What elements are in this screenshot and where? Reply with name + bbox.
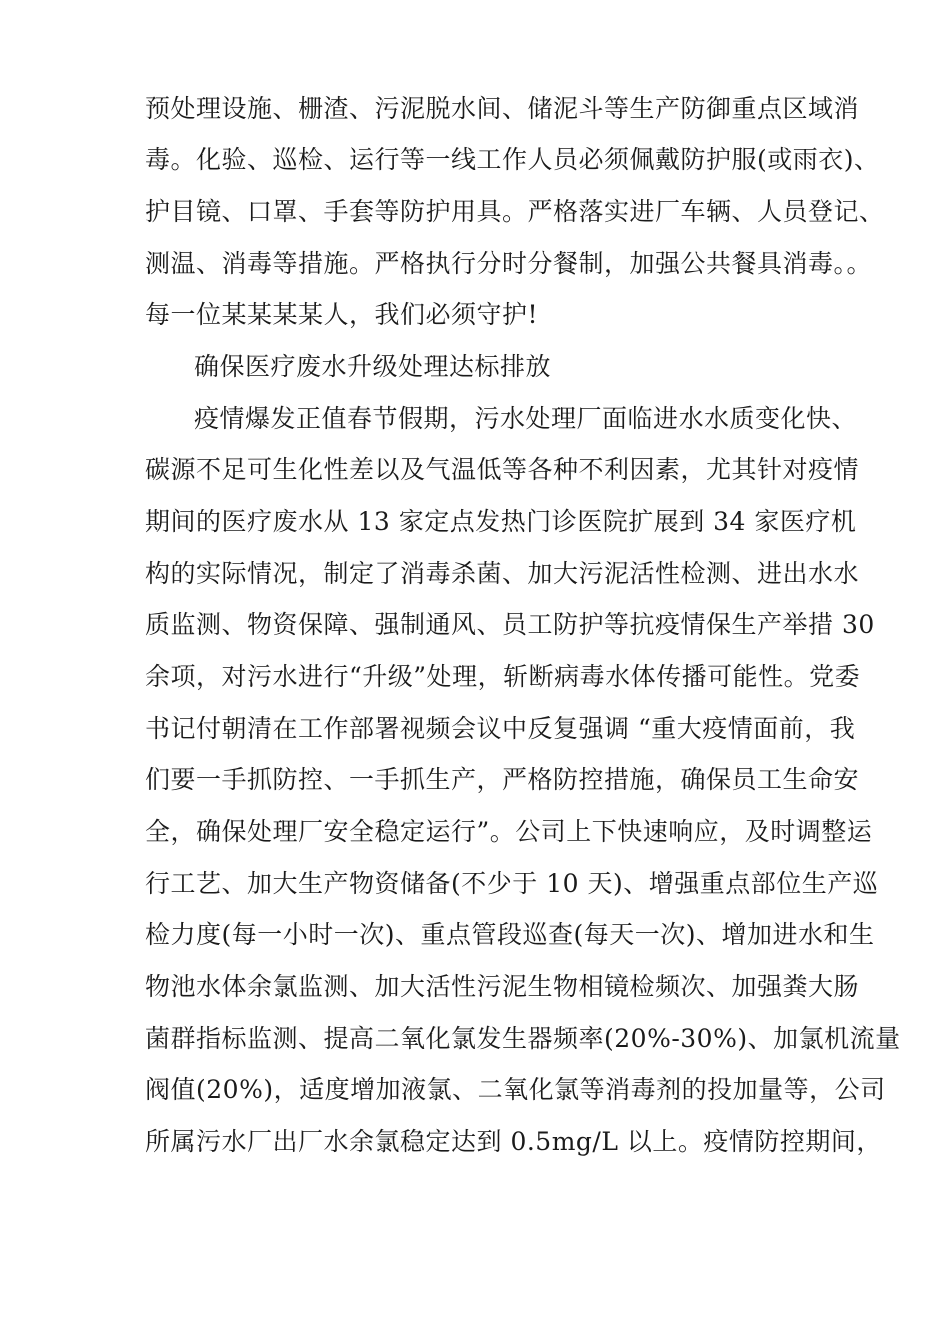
paragraph-line: 们要一手抓防控、一手抓生产，严格防控措施，确保员工生命安 xyxy=(145,765,860,794)
paragraph-line: 每一位某某某某人，我们必须守护! xyxy=(145,300,539,329)
paragraph-line: 预处理设施、栅渣、污泥脱水间、储泥斗等生产防御重点区域消 xyxy=(145,94,860,123)
paragraph-line: 余项，对污水进行“升级”处理，斩断病毒水体传播可能性。党委 xyxy=(145,662,861,691)
paragraph-line: 阀值(20%)，适度增加液氯、二氧化氯等消毒剂的投加量等，公司 xyxy=(145,1075,886,1104)
paragraph-line: 全，确保处理厂安全稳定运行”。公司上下快速响应，及时调整运 xyxy=(145,817,873,846)
paragraph-line: 护目镜、口罩、手套等防护用具。严格落实进厂车辆、人员登记、 xyxy=(145,197,885,226)
paragraph-line: 毒。化验、巡检、运行等一线工作人员必须佩戴防护服(或雨衣)、 xyxy=(145,145,880,174)
paragraph-line: 测温、消毒等措施。严格执行分时分餐制，加强公共餐具消毒。。 xyxy=(145,249,873,278)
paragraph-line: 疫情爆发正值春节假期，污水处理厂面临进水水质变化快、 xyxy=(194,404,858,433)
paragraph-line: 物池水体余氯监测、加大活性污泥生物相镜检频次、加强粪大肠 xyxy=(145,972,860,1001)
paragraph-line: 碳源不足可生化性差以及气温低等各种不利因素，尤其针对疫情 xyxy=(145,455,860,484)
section-heading: 确保医疗废水升级处理达标排放 xyxy=(194,352,552,381)
paragraph-line: 质监测、物资保障、强制通风、员工防护等抗疫情保生产举措 30 xyxy=(145,610,875,639)
paragraph-line: 期间的医疗废水从 13 家定点发热门诊医院扩展到 34 家医疗机 xyxy=(145,507,857,536)
paragraph-line: 所属污水厂出厂水余氯稳定达到 0.5mg/L 以上。疫情防控期间， xyxy=(145,1127,882,1156)
paragraph-line: 行工艺、加大生产物资储备(不少于 10 天)、增强重点部位生产巡 xyxy=(145,869,879,898)
paragraph-line: 检力度(每一小时一次)、重点管段巡查(每天一次)、增加进水和生 xyxy=(145,920,875,949)
paragraph-line: 构的实际情况，制定了消毒杀菌、加大污泥活性检测、进出水水 xyxy=(145,559,860,588)
paragraph-line: 书记付朝清在工作部署视频会议中反复强调 “重大疫情面前，我 xyxy=(145,714,856,743)
paragraph-line: 菌群指标监测、提高二氧化氯发生器频率(20%-30%)、加氯机流量 xyxy=(145,1024,901,1053)
